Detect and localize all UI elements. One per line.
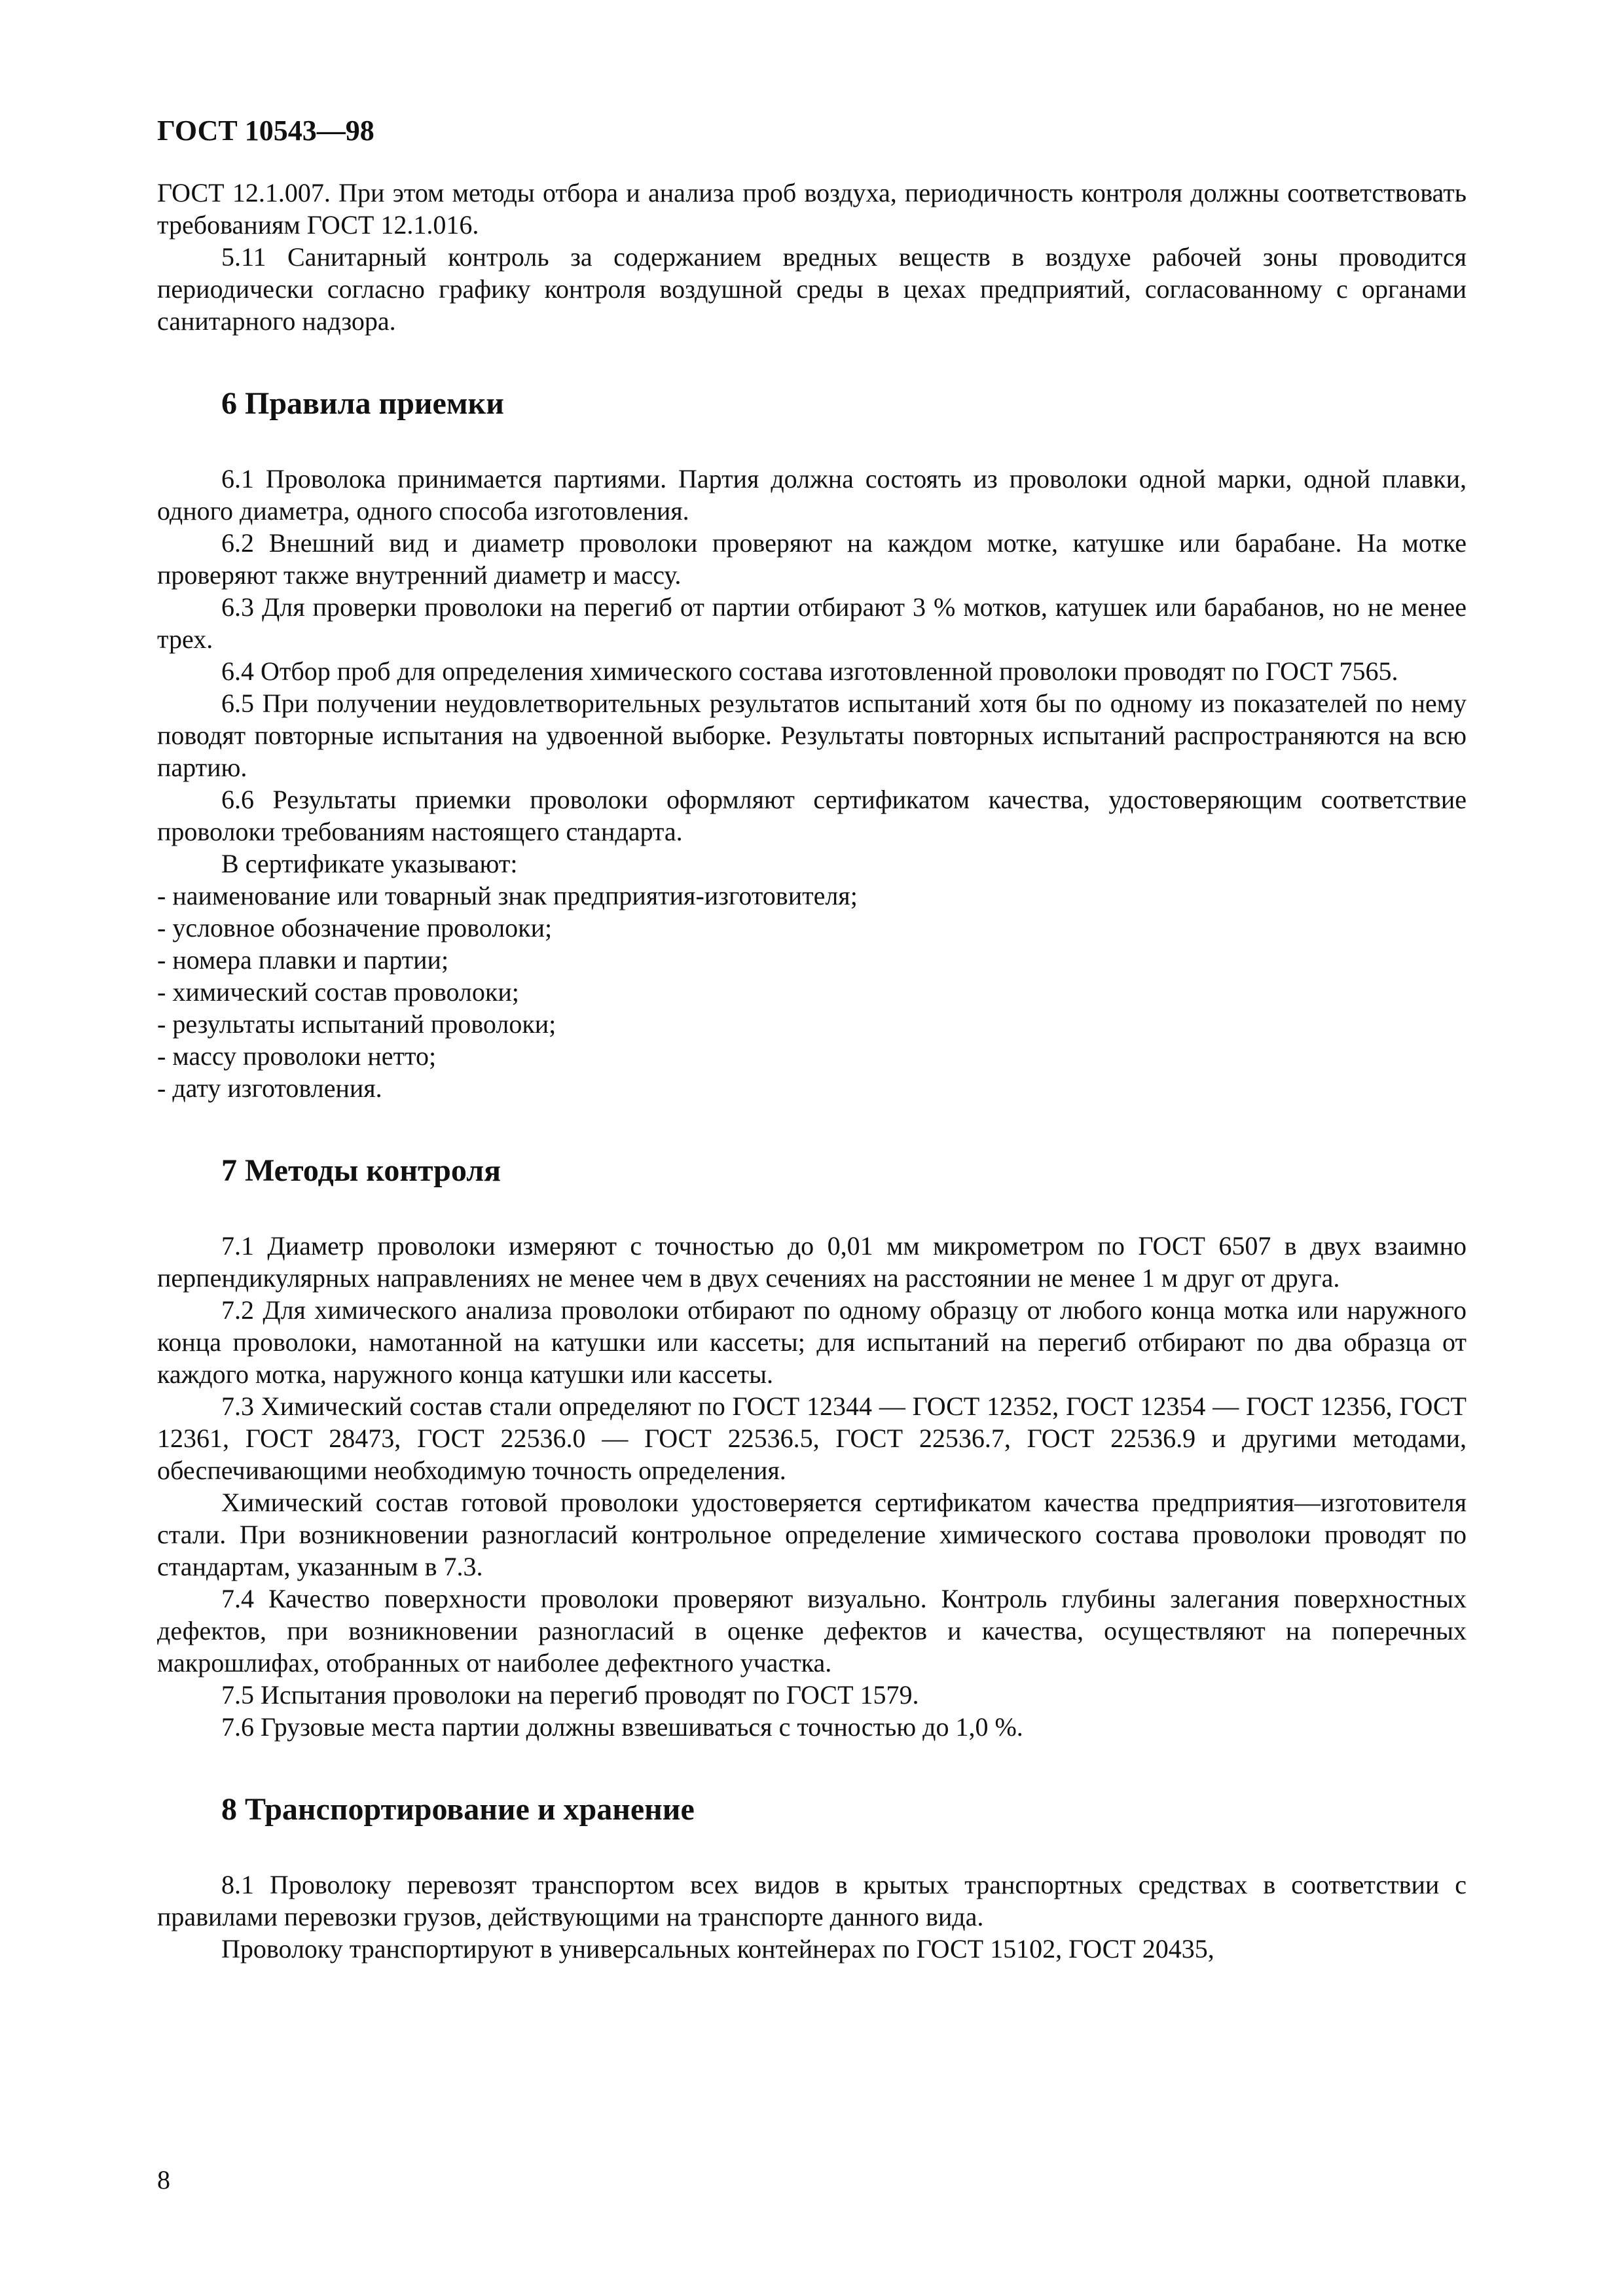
paragraph-8-1: 8.1 Проволоку перевозят транспортом всех видов в крытых транспортных средствах в соответствии с правилами перевозки грузов, действующими на транспорте данного вида. [157, 1870, 1467, 1931]
paragraph-intro-1: ГОСТ 12.1.007. При этом методы отбора и анализа проб воздуха, периодичность контроля должны соответствовать требованиям ГОСТ 12.1.016. [157, 178, 1467, 240]
paragraph-8-1-cont: Проволоку транспортируют в универсальных контейнерах по ГОСТ 15102, ГОСТ 20435, [221, 1934, 1214, 1964]
section-8-title: 8 Транспортирование и хранение [221, 1792, 695, 1827]
paragraph-6-1: 6.1 Проволока принимается партиями. Партия должна состоять из проволоки одной марки, одной плавки, одного диаметра, одного способа изготовления. [157, 464, 1467, 526]
section-7-title: 7 Методы контроля [221, 1153, 501, 1188]
paragraph-6-5: 6.5 При получении неудовлетворительных результатов испытаний хотя бы по одному из показателей по нему поводят повторные испытания на удвоенной выборке. Результаты повторных испытаний распространяются на всю партию. [157, 689, 1467, 782]
list-item: - условное обозначение проволоки; [157, 913, 553, 942]
certificate-list-intro: В сертификате указывают: [221, 849, 518, 878]
section-6-title: 6 Правила приемки [221, 386, 504, 421]
paragraph-7-5: 7.5 Испытания проволоки на перегиб проводят по ГОСТ 1579. [221, 1680, 919, 1710]
document-page [157, 111, 1467, 1965]
paragraph-6-6: 6.6 Результаты приемки проволоки оформляют сертификатом качества, удостоверяющим соответствие проволоки требованиям настоящего стандарта. [157, 785, 1467, 846]
list-item: - наименование или товарный знак предприятия-изготовителя; [157, 881, 858, 910]
list-item: - массу проволоки нетто; [157, 1041, 437, 1071]
list-item: - дату изготовления. [157, 1073, 382, 1103]
paragraph-6-3: 6.3 Для проверки проволоки на перегиб от партии отбирают 3 % мотков, катушек или барабанов, но не менее трех. [157, 592, 1467, 654]
list-item: - результаты испытаний проволоки; [157, 1009, 556, 1039]
paragraph-7-3: 7.3 Химический состав стали определяют по ГОСТ 12344 — ГОСТ 12352, ГОСТ 12354 — ГОСТ 12356, ГОСТ 12361, ГОСТ 28473, ГОСТ 22536.0 — ГОСТ 22536.5, ГОСТ 22536.7, ГОСТ 22536.9 и другими методами, обеспечивающими необходимую точность определения. [157, 1391, 1467, 1485]
list-item: - номера плавки и партии; [157, 945, 449, 975]
paragraph-7-4: 7.4 Качество поверхности проволоки проверяют визуально. Контроль глубины залегания поверхностных дефектов, при возникновении разногласий в оценке дефектов и качества, осуществляют на поперечных макрошлифах, отобранных от наиболее дефектного участка. [157, 1584, 1467, 1677]
paragraph-6-2: 6.2 Внешний вид и диаметр проволоки проверяют на каждом мотке, катушке или барабане. На мотке проверяют также внутренний диаметр и массу. [157, 528, 1467, 590]
paragraph-6-4: 6.4 Отбор проб для определения химического состава изготовленной проволоки проводят по ГОСТ 7565. [221, 656, 1398, 686]
certificate-list [157, 880, 1467, 1104]
paragraph-7-6: 7.6 Грузовые места партии должны взвешиваться с точностью до 1,0 %. [221, 1712, 1023, 1742]
list-item: - химический состав проволоки; [157, 977, 519, 1007]
paragraph-7-3-note: Химический состав готовой проволоки удостоверяется сертификатом качества предприятия—изготовителя стали. При возникновении разногласий контрольное определение химического состава проволоки проводят по стандартам, указанным в 7.3. [157, 1488, 1467, 1581]
paragraph-7-2: 7.2 Для химического анализа проволоки отбирают по одному образцу от любого конца мотка или наружного конца проволоки, намотанной на катушки или кассеты; для испытаний на перегиб отбирают по два образца от каждого мотка, наружного конца катушки или кассеты. [157, 1295, 1467, 1389]
document-header: ГОСТ 10543—98 [157, 115, 374, 147]
paragraph-5-11: 5.11 Санитарный контроль за содержанием вредных веществ в воздухе рабочей зоны проводится периодически согласно графику контроля воздушной среды в цехах предприятий, согласованному с органами санитарного надзора. [157, 242, 1467, 336]
page-number: 8 [157, 2165, 170, 2195]
paragraph-7-1: 7.1 Диаметр проволоки измеряют с точностью до 0,01 мм микрометром по ГОСТ 6507 в двух взаимно перпендикулярных направлениях не менее чем в двух сечениях на расстоянии не менее 1 м друг от друга. [157, 1231, 1467, 1293]
